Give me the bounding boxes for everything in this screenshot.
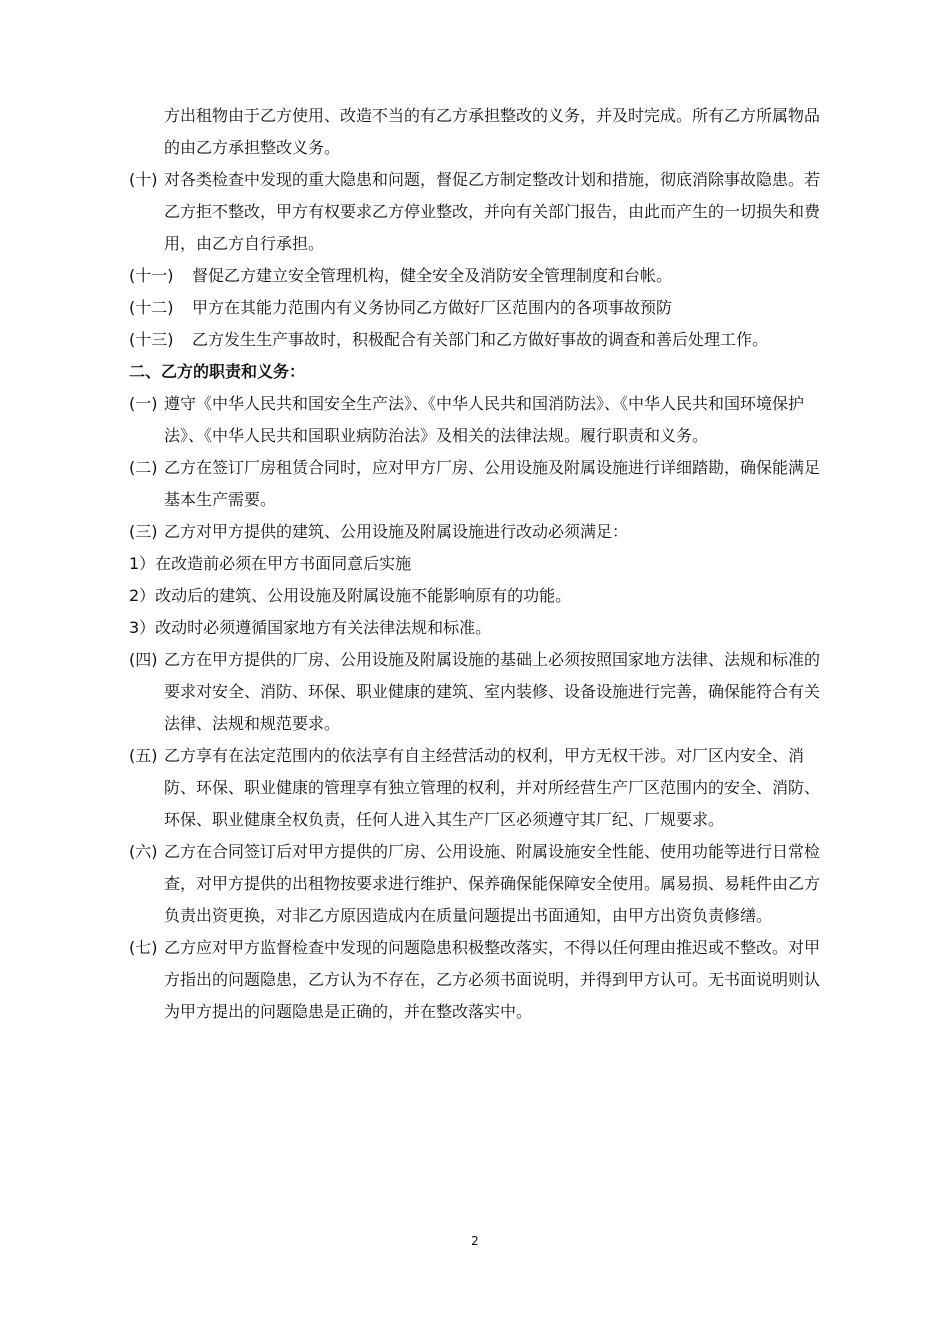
sub-item-1: 1）在改造前必须在甲方书面同意后实施	[129, 554, 412, 573]
list-text: 督促乙方建立安全管理机构，健全安全及消防安全管理制度和台帐。	[192, 266, 673, 285]
list-marker: (六)	[129, 842, 158, 861]
document-body	[129, 100, 829, 1028]
list-item-party-a-11	[129, 260, 829, 292]
list-text: 乙方应对甲方监督检查中发现的问题隐患积极整改落实，不得以任何理由推迟或不整改。对甲方指出的问题隐患，乙方认为不存在，乙方必须书面说明，并得到甲方认可。无书面说明则认为甲方提出的问题隐患是正确的，并在整改落实中。	[164, 938, 821, 1021]
list-marker: (十二)	[129, 298, 174, 317]
list-text: 乙方享有在法定范围内的依法享有自主经营活动的权利，甲方无权干涉。对厂区内安全、消防、环保、职业健康的管理享有独立管理的权利，并对所经营生产厂区范围内的安全、消防、环保、职业健康全权负责，任何人进入其生产厂区必须遵守其厂纪、厂规要求。	[164, 746, 821, 829]
list-marker: (十一)	[129, 266, 174, 285]
list-item-party-a-13	[129, 324, 829, 356]
list-marker: (十三)	[129, 330, 174, 349]
list-item-party-b-1	[129, 388, 829, 452]
list-text: 乙方对甲方提供的建筑、公用设施及附属设施进行改动必须满足：	[164, 522, 629, 541]
list-item-party-b-7	[129, 932, 829, 1028]
list-item-party-a-12	[129, 292, 829, 324]
list-marker: (七)	[129, 938, 158, 957]
list-text: 对各类检查中发现的重大隐患和问题，督促乙方制定整改计划和措施，彻底消除事故隐患。若乙方拒不整改，甲方有权要求乙方停业整改，并向有关部门报告，由此而产生的一切损失和费用，由乙方自行承担。	[164, 170, 821, 253]
list-text: 乙方发生生产事故时，积极配合有关部门和乙方做好事故的调查和善后处理工作。	[192, 330, 769, 349]
list-item-party-a-10	[129, 164, 829, 260]
continuation-paragraph: 方出租物由于乙方使用、改造不当的有乙方承担整改的义务，并及时完成。所有乙方所属物品的由乙方承担整改义务。	[164, 106, 821, 157]
sub-item-2: 2）改动后的建筑、公用设施及附属设施不能影响原有的功能。	[129, 586, 572, 605]
list-text: 遵守《中华人民共和国安全生产法》、《中华人民共和国消防法》、《中华人民共和国环境保护法》、《中华人民共和国职业病防治法》及相关的法律法规。履行职责和义务。	[164, 394, 805, 445]
list-item-party-b-2	[129, 452, 829, 516]
list-marker: (一)	[129, 394, 158, 413]
list-marker: (二)	[129, 458, 158, 477]
list-text: 乙方在合同签订后对甲方提供的厂房、公用设施、附属设施安全性能、使用功能等进行日常检查，对甲方提供的出租物按要求进行维护、保养确保能保障安全使用。属易损、易耗件由乙方负责出资更换，对非乙方原因造成内在质量问题提出书面通知，由甲方出资负责修缮。	[164, 842, 821, 925]
list-text: 甲方在其能力范围内有义务协同乙方做好厂区范围内的各项事故预防	[192, 298, 673, 317]
list-item-party-b-6	[129, 836, 829, 932]
list-marker: (五)	[129, 746, 158, 765]
list-item-party-b-3	[129, 516, 829, 548]
page-number: 2	[471, 1234, 479, 1248]
list-marker: (三)	[129, 522, 158, 541]
list-marker: (四)	[129, 650, 158, 669]
section-heading: 二、乙方的职责和义务：	[129, 362, 306, 381]
list-marker: (十)	[129, 170, 158, 189]
sub-item-3: 3）改动时必须遵循国家地方有关法律法规和标准。	[129, 618, 492, 637]
list-item-party-b-4	[129, 644, 829, 740]
list-item-party-b-5	[129, 740, 829, 836]
list-text: 乙方在甲方提供的厂房、公用设施及附属设施的基础上必须按照国家地方法律、法规和标准的要求对安全、消防、环保、职业健康的建筑、室内装修、设备设施进行完善，确保能符合有关法律、法规和规范要求。	[164, 650, 821, 733]
list-text: 乙方在签订厂房租赁合同时，应对甲方厂房、公用设施及附属设施进行详细踏勘，确保能满足基本生产需要。	[164, 458, 821, 509]
